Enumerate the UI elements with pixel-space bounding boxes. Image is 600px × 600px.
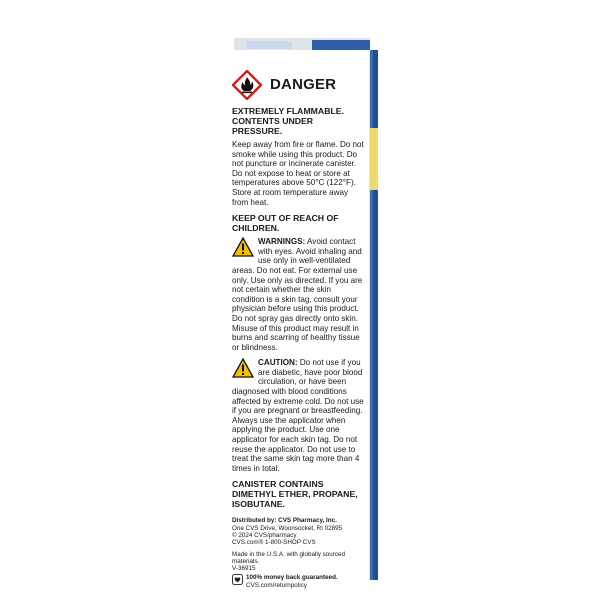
- product-code: V-36915: [232, 565, 256, 573]
- label-content: [232, 70, 364, 589]
- heart-shield-icon: [232, 574, 243, 585]
- warnings-block: [232, 237, 364, 352]
- keep-away-text: Keep away from fire or flame. Do not smoke while using this product. Do not puncture or incinerate canister. Do not expose to heat or store at temperatures above 50°C (122°F). Store at room temperature away from heat.: [232, 140, 364, 207]
- box-front-yellow-band: [370, 128, 378, 190]
- box-top-light-band: [246, 41, 292, 49]
- copyright-line: © 2024 CVS/pharmacy: [232, 532, 297, 539]
- box-front-edge: [370, 50, 378, 580]
- address-line: One CVS Drive, Woonsocket, RI 02895: [232, 524, 343, 532]
- danger-title: DANGER: [270, 76, 337, 94]
- canister-heading: CANISTER CONTAINS DIMETHYL ETHER, PROPANE, ISOBUTANE.: [232, 479, 358, 510]
- flame-hazard-icon: [232, 70, 262, 100]
- made-in-line: Made in the U.S.A. with globally sourced materials.: [232, 550, 346, 565]
- phone-line: CVS.com® 1-800-SHOP CVS: [232, 539, 316, 547]
- return-policy-link: CVS.com/returnpolicy: [246, 581, 307, 589]
- caution-text: Do not use if you are diabetic, have poor blood circulation, or have been diagnosed with blood conditions affected by extreme cold. Do not use if you are pregnant or breastfeeding. Always use the applicator when applying the product. Use one applicator for each skin tag. Do not reuse the applicator. Do not use to treat the same skin tag more than 4 times in total.: [232, 358, 364, 473]
- caution-triangle-icon: [232, 358, 254, 378]
- guarantee-text: 100% money back guaranteed.: [246, 574, 338, 582]
- guarantee-badge: [232, 574, 364, 589]
- warnings-text: Avoid contact with eyes. Avoid inhaling and use only in well-ventilated areas. Do not eat. For external use only. Use only as directed. If you are not certain whether the skin condition is a skin tag, consult your physician before using this product. Do not spray gas directly onto skin. Misuse of this product may result in burns and scarring of healthy tissue or blindness.: [232, 237, 363, 352]
- danger-header: [232, 70, 364, 100]
- caution-block: [232, 358, 364, 473]
- distributor-line: Distributed by: CVS Pharmacy, Inc.: [232, 517, 337, 525]
- caution-label: CAUTION:: [258, 358, 298, 368]
- warnings-label: WARNINGS:: [258, 237, 306, 247]
- warning-triangle-icon: [232, 237, 254, 257]
- flammable-heading: EXTREMELY FLAMMABLE. CONTENTS UNDER PRESSURE.: [232, 106, 344, 136]
- children-heading: KEEP OUT OF REACH OF CHILDREN.: [232, 213, 339, 234]
